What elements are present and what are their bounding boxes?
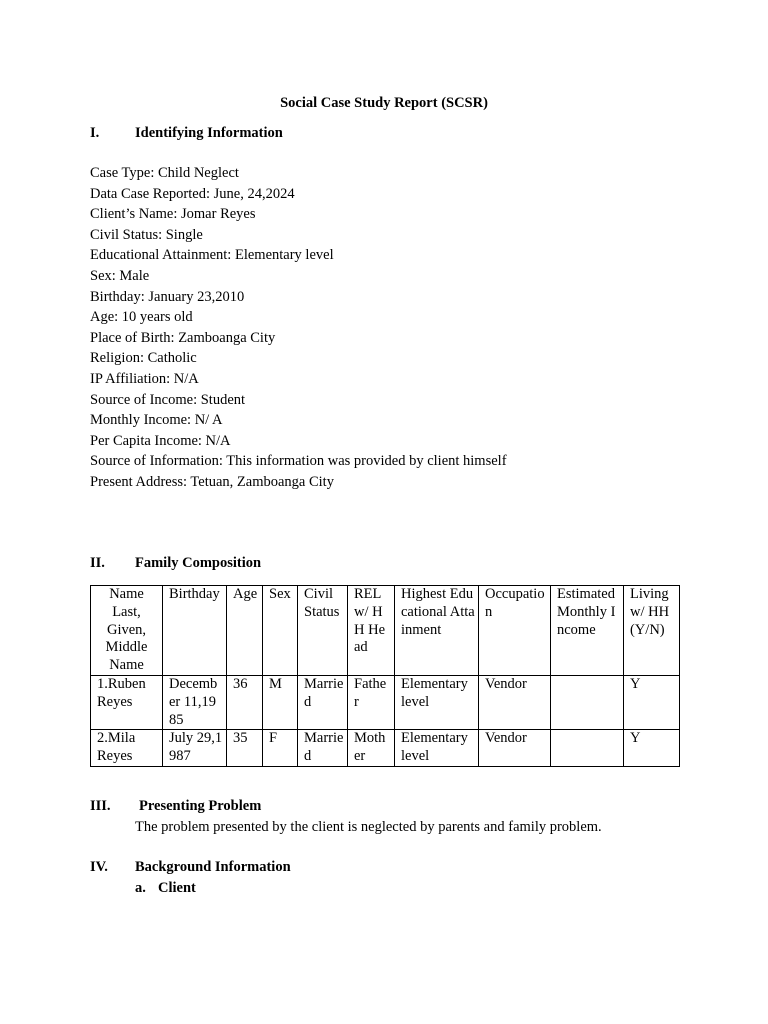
section-heading-background-info xyxy=(90,857,291,877)
table-cell: 36 xyxy=(227,675,263,729)
section-number: III. xyxy=(90,798,111,814)
identifying-info-list xyxy=(90,163,507,493)
table-cell: Elementary level xyxy=(395,730,479,767)
info-monthly-income: Monthly Income: N/ A xyxy=(90,412,223,429)
table-row xyxy=(91,730,680,767)
section-heading-identifying-info xyxy=(90,123,283,143)
section-heading-family-composition xyxy=(90,553,261,573)
info-civil-status: Civil Status: Single xyxy=(90,226,203,243)
table-cell: Married xyxy=(298,675,348,729)
table-cell: M xyxy=(263,675,298,729)
column-header: Estimated Monthly Income xyxy=(551,586,624,676)
section-heading-presenting-problem xyxy=(90,796,261,816)
table-cell: Vendor xyxy=(479,675,551,729)
info-age: Age: 10 years old xyxy=(90,309,193,326)
subsection-letter: a. xyxy=(135,880,146,896)
section-title: Background Information xyxy=(135,859,291,875)
section-number: I. xyxy=(90,125,100,141)
info-source-of-income: Source of Income: Student xyxy=(90,391,246,408)
subsection-title: Client xyxy=(158,880,196,896)
info-present-address: Present Address: Tetuan, Zamboanga City xyxy=(90,473,334,490)
family-composition-table xyxy=(90,585,680,767)
table-cell: Vendor xyxy=(479,730,551,767)
column-header: REL w/ HH Head xyxy=(348,586,395,676)
table-cell: Mother xyxy=(348,730,395,767)
info-client-name: Client’s Name: Jomar Reyes xyxy=(90,206,256,223)
column-header: Occupation xyxy=(479,586,551,676)
section-title: Family Composition xyxy=(135,555,262,571)
info-date-reported: Data Case Reported: June, 24,2024 xyxy=(90,185,295,202)
subsection-heading-client xyxy=(135,878,196,898)
document-title: Social Case Study Report (SCSR) xyxy=(280,95,488,111)
info-birthday: Birthday: January 23,2010 xyxy=(90,288,245,305)
info-case-type: Case Type: Child Neglect xyxy=(90,165,239,181)
table-row xyxy=(91,675,680,729)
column-header: Name Last, Given, Middle Name xyxy=(91,586,163,676)
table-cell xyxy=(551,675,624,729)
table-cell: 35 xyxy=(227,730,263,767)
table-cell: Y xyxy=(624,675,680,729)
table-header-row xyxy=(91,586,680,676)
table-cell: 1.Ruben Reyes xyxy=(91,675,163,729)
info-place-of-birth: Place of Birth: Zamboanga City xyxy=(90,329,276,346)
info-source-of-information: Source of Information: This information was provided by client himself xyxy=(90,453,507,470)
column-header: Age xyxy=(227,586,263,676)
presenting-problem-text: The problem presented by the client is neglected by parents and family problem. xyxy=(135,819,602,835)
info-educational-attainment: Educational Attainment: Elementary level xyxy=(90,247,334,264)
table-cell: Father xyxy=(348,675,395,729)
column-header: Living w/ HH (Y/N) xyxy=(624,586,680,676)
section-title: Identifying Information xyxy=(135,125,283,141)
info-sex: Sex: Male xyxy=(90,267,150,284)
column-header: Birthday xyxy=(163,586,227,676)
table-cell: December 11,1985 xyxy=(163,675,227,729)
info-religion: Religion: Catholic xyxy=(90,350,197,367)
column-header: Civil Status xyxy=(298,586,348,676)
column-header: Sex xyxy=(263,586,298,676)
column-header: Highest Educational Attainment xyxy=(395,586,479,676)
table-cell: Married xyxy=(298,730,348,767)
section-number: IV. xyxy=(90,859,108,875)
section-number: II. xyxy=(90,555,105,571)
table-cell: July 29,1987 xyxy=(163,730,227,767)
table-cell xyxy=(551,730,624,767)
table-cell: Elementary level xyxy=(395,675,479,729)
table-cell: F xyxy=(263,730,298,767)
section-title: Presenting Problem xyxy=(139,798,262,814)
table-cell: Y xyxy=(624,730,680,767)
info-ip-affiliation: IP Affiliation: N/A xyxy=(90,370,199,387)
info-per-capita-income: Per Capita Income: N/A xyxy=(90,432,231,449)
table-cell: 2.Mila Reyes xyxy=(91,730,163,767)
